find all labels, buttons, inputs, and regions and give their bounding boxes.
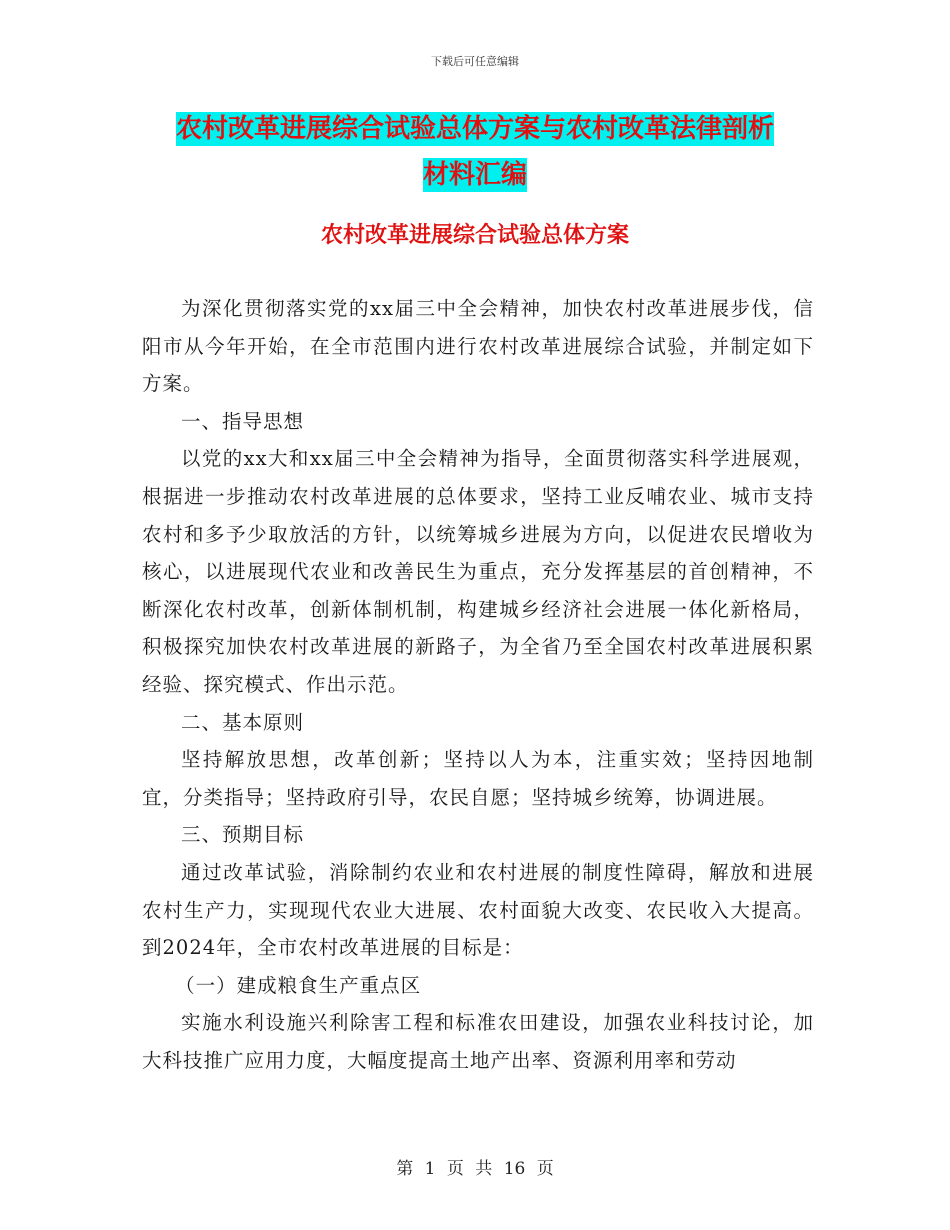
document-body: [142, 290, 814, 1079]
document-title-line-2: 材料汇编: [422, 160, 527, 190]
section-title: 农村改革进展综合试验总体方案: [320, 223, 629, 248]
intro-paragraph: 为深化贯彻落实党的xx届三中全会精神，加快农村改革进展步伐，信阳市从今年开始，在全市范围内进行农村改革进展综合试验，并制定如下方案。: [142, 297, 814, 396]
grain-production-paragraph: 实施水利设施兴利除害工程和标准农田建设，加强农业科技讨论，加大科技推广应用力度，大幅度提高土地产出率、资源利用率和劳动: [142, 1011, 814, 1072]
heading-expected-goals: 三、预期目标: [181, 823, 305, 847]
expected-goals-paragraph: 通过改革试验，消除制约农业和农村进展的制度性障碍，解放和进展农村生产力，实现现代农业大进展、农村面貌大改变、农民收入大提高。到2024年，全市农村改革进展的目标是：: [142, 860, 814, 960]
heading-basic-principles: 二、基本原则: [181, 710, 305, 734]
document-title-line-1: 农村改革进展综合试验总体方案与农村改革法律剖析: [175, 114, 774, 144]
document-title: [0, 106, 950, 198]
subheading-grain-production: （一）建成粮食生产重点区: [175, 973, 422, 997]
page-footer: 第 1 页 共 16 页: [396, 1159, 554, 1179]
basic-principles-paragraph: 坚持解放思想，改革创新；坚持以人为本，注重实效；坚持因地制宜，分类指导；坚持政府引导，农民自愿；坚持城乡统筹，协调进展。: [142, 748, 814, 809]
heading-guiding-thought: 一、指导思想: [181, 409, 305, 433]
guiding-thought-paragraph: 以党的xx大和xx届三中全会精神为指导，全面贯彻落实科学进展观，根据进一步推动农村改革进展的总体要求，坚持工业反哺农业、城市支持农村和多予少取放活的方针，以统筹城乡进展为方向，以促进农民增收为核心，以进展现代农业和改善民生为重点，充分发挥基层的首创精神，不断深化农村改革，创新体制机制，构建城乡经济社会进展一体化新格局，积极探究加快农村改革进展的新路子，为全省乃至全国农村改革进展积累经验、探究模式、作出示范。: [142, 447, 814, 696]
header-note: 下载后可任意编辑: [431, 55, 519, 68]
